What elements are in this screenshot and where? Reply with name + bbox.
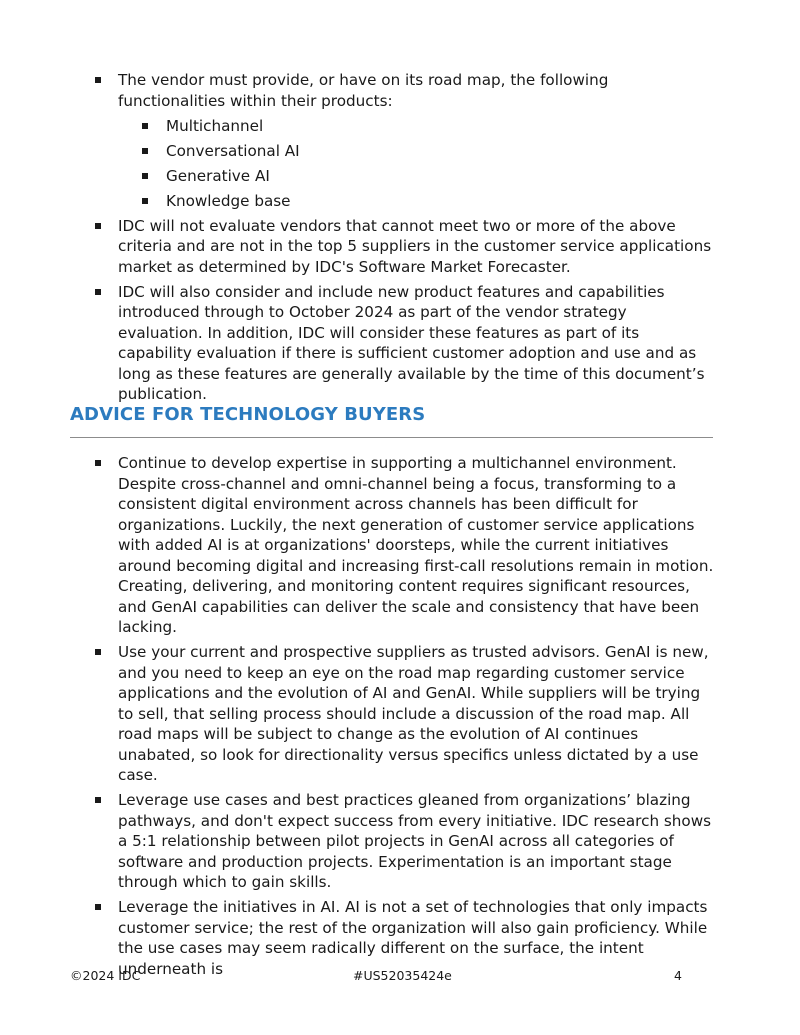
list-item-text: IDC will not evaluate vendors that cannot meet two or more of the above criteria and are not in the top 5 suppliers in the customer service applications market as determined by IDC's Software Market Forecaster.: [118, 216, 712, 276]
list-item: [90, 642, 716, 786]
square-bullet-icon: [142, 123, 148, 129]
square-bullet-icon: [95, 797, 101, 803]
square-bullet-icon: [142, 173, 148, 179]
list-item-text: Leverage use cases and best practices gleaned from organizations’ blazing pathways, and don't expect success from every initiative. IDC research shows a 5:1 relationship between pilot projects in GenAI across all categories of software and production projects. Experimentation is an important stage through which to gain skills.: [118, 791, 712, 891]
footer-copyright: ©2024 IDC: [70, 968, 141, 983]
sublist-item: [138, 141, 716, 162]
square-bullet-icon: [95, 904, 101, 910]
functionality-sublist: [138, 116, 716, 212]
square-bullet-icon: [95, 289, 101, 295]
square-bullet-icon: [95, 460, 101, 466]
list-item-text: Continue to develop expertise in supporting a multichannel environment. Despite cross-channel and omni-channel being a focus, transforming to a consistent digital environment across channels has been difficult for organizations. Luckily, the next generation of customer service applications with added AI is at organizations' doorsteps, while the current initiatives around becoming digital and increasing first-call resolutions remain in motion. Creating, delivering, and monitoring content requires significant resources, and GenAI capabilities can deliver the scale and consistency that have been lacking.: [118, 454, 714, 636]
square-bullet-icon: [95, 77, 101, 83]
list-item: [90, 453, 716, 638]
sublist-item: [138, 166, 716, 187]
heading-divider: [70, 437, 713, 438]
square-bullet-icon: [95, 649, 101, 655]
sublist-item-text: Generative AI: [166, 166, 270, 185]
list-item-text: Use your current and prospective suppliers as trusted advisors. GenAI is new, and you need to keep an eye on the road map regarding customer service applications and the evolution of AI and GenAI. While suppliers will be trying to sell, that selling process should include a discussion of the road map. All road maps will be subject to change as the evolution of AI continues unabated, so look for directionality versus specifics unless dictated by a use case.: [118, 643, 709, 784]
list-item: [90, 216, 716, 278]
advice-list: [90, 453, 716, 984]
sublist-item-text: Knowledge base: [166, 191, 291, 210]
section-heading: ADVICE FOR TECHNOLOGY BUYERS: [70, 404, 426, 425]
footer-page-number: 4: [674, 968, 682, 983]
list-item: [90, 282, 716, 405]
footer-document-id: #US52035424e: [353, 968, 452, 983]
list-item: [90, 897, 716, 979]
criteria-list: [90, 70, 716, 409]
square-bullet-icon: [95, 223, 101, 229]
sublist-item: [138, 191, 716, 212]
list-item: [90, 70, 716, 211]
sublist-item-text: Conversational AI: [166, 141, 300, 160]
list-item-text: IDC will also consider and include new product features and capabilities introduced through to October 2024 as part of the vendor strategy evaluation. In addition, IDC will consider these features as part of its capability evaluation if there is sufficient customer adoption and use and as long as these features are generally available by the time of this document’s publication.: [118, 282, 705, 403]
list-item-text: Leverage the initiatives in AI. AI is not a set of technologies that only impacts customer service; the rest of the organization will also gain proficiency. While the use cases may seem radically different on the surface, the intent underneath is: [118, 898, 708, 978]
sublist-item-text: Multichannel: [166, 116, 264, 135]
sublist-item: [138, 116, 716, 137]
square-bullet-icon: [142, 148, 148, 154]
square-bullet-icon: [142, 198, 148, 204]
list-item-text: The vendor must provide, or have on its road map, the following functionalities within their products:: [118, 71, 609, 110]
list-item: [90, 790, 716, 893]
